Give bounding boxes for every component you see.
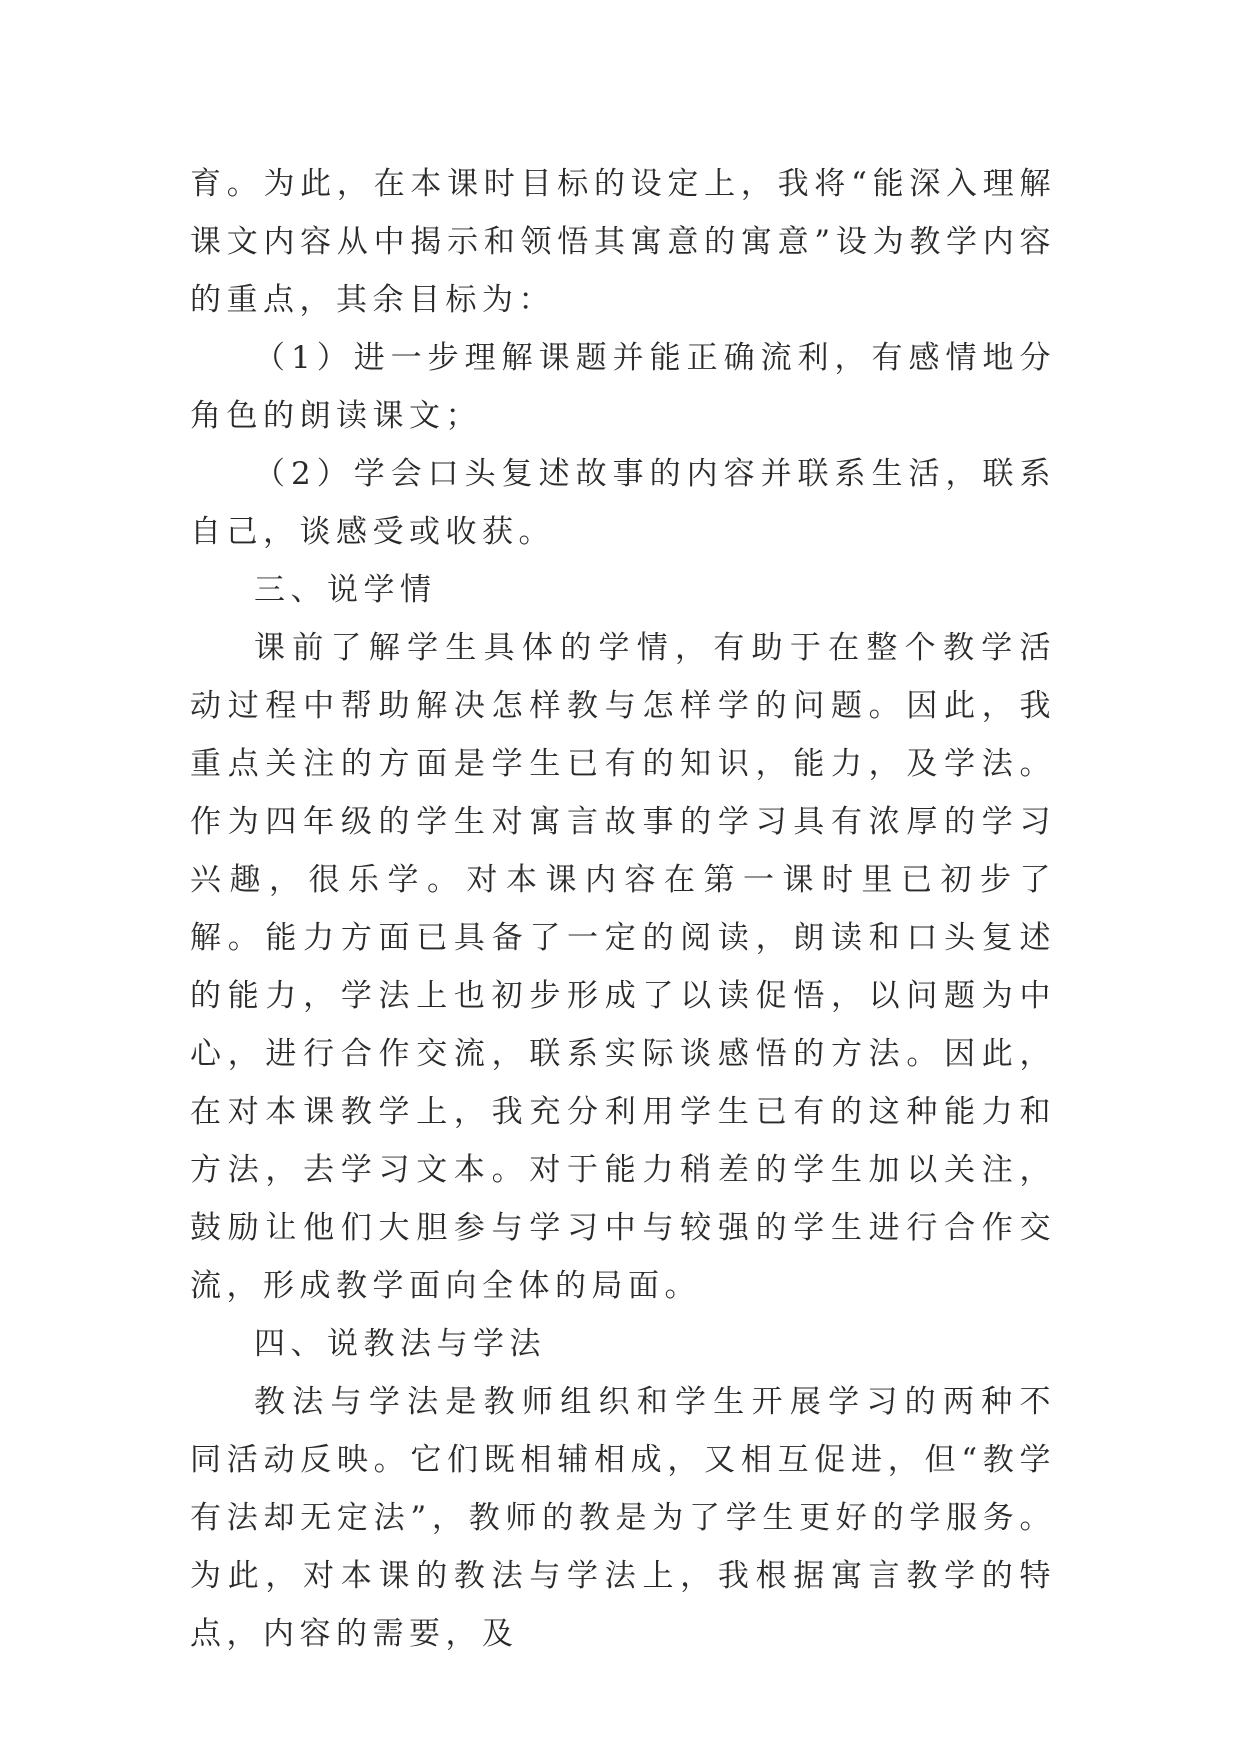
- section-heading-methods: 四、说教法与学法: [254, 1326, 546, 1362]
- document-body: [190, 155, 1056, 1663]
- paragraph-continued: 育。为此，在本课时目标的设定上，我将“能深入理解课文内容从中揭示和领悟其寓意的寓意”设为教学内容的重点，其余目标为：: [190, 166, 1056, 318]
- paragraph-goal-2: （2）学会口头复述故事的内容并联系生活，联系自己，谈感受或收获。: [190, 456, 1056, 550]
- paragraph-methods: 教法与学法是教师组织和学生开展学习的两种不同活动反映。它们既相辅相成，又相互促进，但“教学有法却无定法”，教师的教是为了学生更好的学服务。为此，对本课的教法与学法上，我根据寓言教学的特点，内容的需要，及: [190, 1384, 1056, 1652]
- paragraph-learning-situation: 课前了解学生具体的学情，有助于在整个教学活动过程中帮助解决怎样教与怎样学的问题。因此，我重点关注的方面是学生已有的知识，能力，及学法。作为四年级的学生对寓言故事的学习具有浓厚的学习兴趣，很乐学。对本课内容在第一课时里已初步了解。能力方面已具备了一定的阅读，朗读和口头复述的能力，学法上也初步形成了以读促悟，以问题为中心，进行合作交流，联系实际谈感悟的方法。因此，在对本课教学上，我充分利用学生已有的这种能力和方法，去学习文本。对于能力稍差的学生加以关注，鼓励让他们大胆参与学习中与较强的学生进行合作交流，形成教学面向全体的局面。: [190, 630, 1056, 1304]
- section-heading-learning-situation: 三、说学情: [254, 572, 437, 608]
- paragraph-goal-1: （1）进一步理解课题并能正确流利，有感情地分角色的朗读课文；: [190, 340, 1056, 434]
